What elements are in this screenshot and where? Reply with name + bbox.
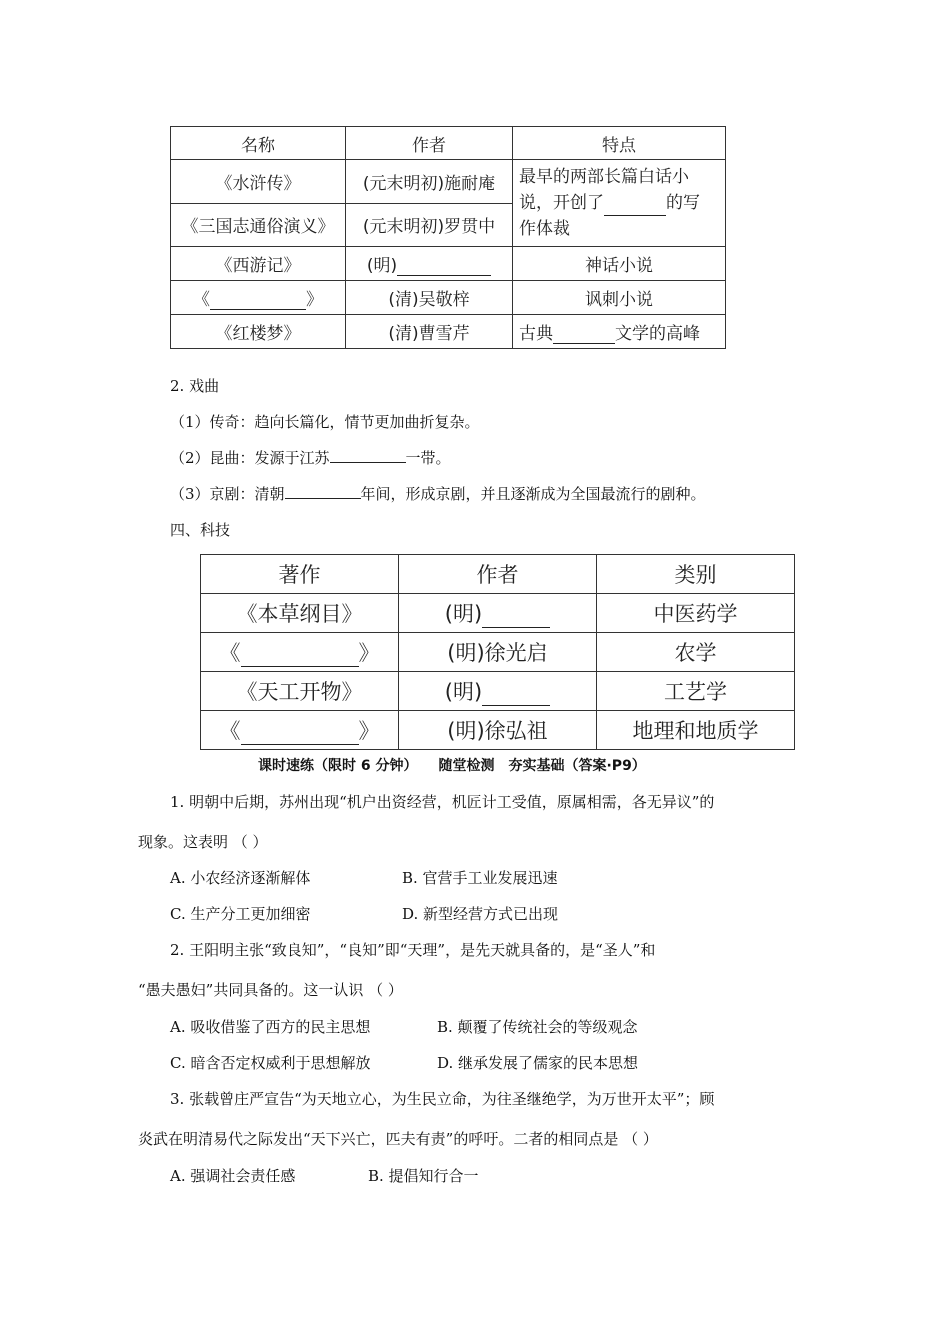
science-title: 四、科技 <box>170 521 231 539</box>
novel-name-cell <box>171 281 346 315</box>
q3-stem-line1: 3. 张载曾庄严宣告“为天地立心，为生民立命，为往圣继绝学，为万世开太平”；顾 <box>170 1090 715 1108</box>
q3-stem-line2: 炎武在明清易代之际发出“天下兴亡，匹夫有责”的呼吁。二者的相同点是 （ ） <box>138 1130 658 1148</box>
novel-author: (清)曹雪芹 <box>346 315 513 349</box>
bracket-open: 《 <box>219 641 241 665</box>
science-category: 工艺学 <box>597 672 795 711</box>
fill-blank[interactable] <box>604 197 666 216</box>
q3-option-a[interactable]: A. 强调社会责任感 <box>170 1167 296 1185</box>
q1-option-d[interactable]: D. 新型经营方式已出现 <box>402 905 559 923</box>
science-table <box>200 554 795 750</box>
q3-option-b[interactable]: B. 提倡知行合一 <box>368 1167 479 1185</box>
q1-stem-line2: 现象。这表明 （ ） <box>138 833 268 851</box>
fill-blank[interactable] <box>285 484 361 499</box>
novel-author: (元末明初)罗贯中 <box>346 203 513 247</box>
bracket-open: 《 <box>193 290 210 310</box>
fill-blank[interactable] <box>482 683 550 706</box>
q1-option-c[interactable]: C. 生产分工更加细密 <box>170 905 311 923</box>
fill-blank[interactable] <box>330 448 406 463</box>
novel-name: 《水浒传》 <box>171 160 346 204</box>
bracket-close: 》 <box>306 290 323 310</box>
drama-item-1: （1）传奇：趋向长篇化，情节更加曲折复杂。 <box>170 413 480 431</box>
science-category: 地理和地质学 <box>597 711 795 750</box>
science-author-cell <box>399 594 597 633</box>
science-work: 《本草纲目》 <box>201 594 399 633</box>
q1-option-b[interactable]: B. 官营手工业发展迅速 <box>402 869 558 887</box>
header-feature: 特点 <box>513 127 726 160</box>
header-name: 名称 <box>171 127 346 160</box>
drama-title: 2. 戏曲 <box>170 377 220 395</box>
novel-name: 《三国志通俗演义》 <box>171 203 346 247</box>
q2-stem-line2: “愚夫愚妇”共同具备的。这一认识 （ ） <box>138 981 403 999</box>
science-work-cell <box>201 633 399 672</box>
science-author-cell <box>399 672 597 711</box>
header-author: 作者 <box>399 555 597 594</box>
science-author: (明)徐弘祖 <box>399 711 597 750</box>
novel-author-prefix: (明) <box>366 256 398 276</box>
science-author: (明) <box>444 680 483 704</box>
fill-blank[interactable] <box>241 644 359 667</box>
fill-blank[interactable] <box>482 605 550 628</box>
feature-line2b: 的写 <box>666 193 700 213</box>
science-category: 农学 <box>597 633 795 672</box>
q2-option-d[interactable]: D. 继承发展了儒家的民本思想 <box>437 1054 639 1072</box>
science-author: (明) <box>444 602 483 626</box>
novel-feature: 神话小说 <box>513 247 726 281</box>
q2-option-c[interactable]: C. 暗含否定权威利于思想解放 <box>170 1054 371 1072</box>
novels-table <box>170 126 726 349</box>
q1-stem-line1: 1. 明朝中后期，苏州出现“机户出资经营，机匠计工受值，原属相需，各无异议”的 <box>170 793 715 811</box>
bracket-close: 》 <box>358 719 380 743</box>
drama-item-3-text: （3）京剧：清朝 <box>170 485 285 503</box>
fill-blank[interactable] <box>397 257 491 276</box>
feature-part-a: 古典 <box>519 324 553 344</box>
bracket-open: 《 <box>219 719 241 743</box>
fill-blank[interactable] <box>210 291 306 310</box>
novel-author: (元末明初)施耐庵 <box>346 160 513 204</box>
novel-author-cell <box>346 247 513 281</box>
practice-heading: 课时速练（限时 6 分钟） 随堂检测 夯实基础（答案·P9） <box>258 758 646 774</box>
science-work-cell <box>201 711 399 750</box>
drama-item-2 <box>170 448 451 468</box>
science-category: 中医药学 <box>597 594 795 633</box>
q2-option-b[interactable]: B. 颠覆了传统社会的等级观念 <box>437 1018 638 1036</box>
novel-name: 《红楼梦》 <box>171 315 346 349</box>
bracket-close: 》 <box>358 641 380 665</box>
feature-line1: 最早的两部长篇白话小 <box>519 167 689 187</box>
header-category: 类别 <box>597 555 795 594</box>
novel-author: (清)吴敬梓 <box>346 281 513 315</box>
fill-blank[interactable] <box>241 722 359 745</box>
q2-stem-line1: 2. 王阳明主张“致良知”，“良知”即“天理”，是先天就具备的，是“圣人”和 <box>170 941 656 959</box>
science-work: 《天工开物》 <box>201 672 399 711</box>
feature-line3: 作体裁 <box>519 219 570 239</box>
header-author: 作者 <box>346 127 513 160</box>
novel-name: 《西游记》 <box>171 247 346 281</box>
merged-feature-cell <box>513 160 726 247</box>
novel-feature-cell <box>513 315 726 349</box>
drama-item-3-end: 年间，形成京剧，并且逐渐成为全国最流行的剧种。 <box>360 485 706 503</box>
q2-option-a[interactable]: A. 吸收借鉴了西方的民主思想 <box>170 1018 371 1036</box>
fill-blank[interactable] <box>553 325 615 344</box>
drama-item-2-text: （2）昆曲：发源于江苏 <box>170 449 330 467</box>
drama-item-2-end: 一带。 <box>405 449 451 467</box>
science-author: (明)徐光启 <box>399 633 597 672</box>
feature-line2a: 说，开创了 <box>519 193 604 213</box>
feature-part-b: 文学的高峰 <box>615 324 700 344</box>
header-work: 著作 <box>201 555 399 594</box>
q1-option-a[interactable]: A. 小农经济逐渐解体 <box>170 869 311 887</box>
novel-feature: 讽刺小说 <box>513 281 726 315</box>
drama-item-3 <box>170 484 706 504</box>
